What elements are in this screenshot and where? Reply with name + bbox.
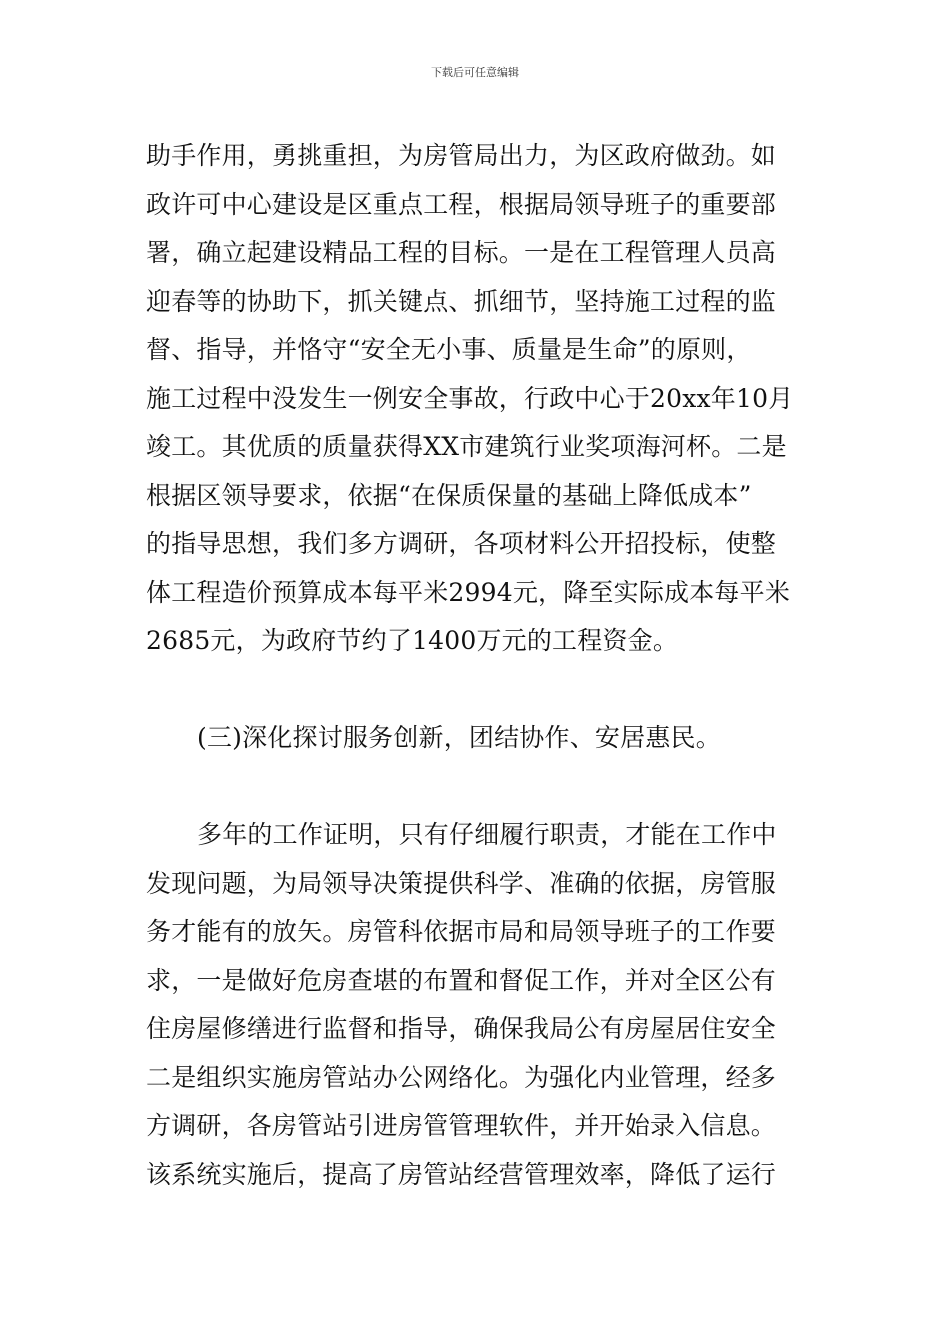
text-line: 该系统实施后，提高了房管站经营管理效率，降低了运行 bbox=[146, 1159, 777, 1189]
text-line: 二是组织实施房管站办公网络化。为强化内业管理，经多 bbox=[146, 1062, 777, 1092]
text-line: 求，一是做好危房查堪的布置和督促工作，并对全区公有 bbox=[146, 965, 777, 995]
text-line: 迎春等的协助下，抓关键点、抓细节，坚持施工过程的监 bbox=[146, 286, 777, 316]
text-line: 体工程造价预算成本每平米2994元，降至实际成本每平米 bbox=[146, 577, 791, 607]
text-line: 助手作用，勇挑重担，为房管局出力，为区政府做劲。如 bbox=[146, 141, 777, 170]
document-body bbox=[146, 132, 808, 1199]
text-line: 根据区领导要求，依据“在保质保量的基础上降低成本” bbox=[146, 480, 752, 510]
paragraph-2 bbox=[146, 811, 808, 1199]
text-line: 督、指导，并恪守“安全无小事、质量是生命”的原则， bbox=[146, 335, 752, 364]
text-line: 的指导思想，我们多方调研，各项材料公开招投标，使整 bbox=[146, 529, 777, 558]
text-line: 务才能有的放矢。房管科依据市局和局领导班子的工作要 bbox=[146, 917, 777, 946]
text-line: 政许可中心建设是区重点工程，根据局领导班子的重要部 bbox=[146, 189, 777, 219]
section-heading: (三)深化探讨服务创新，团结协作、安居惠民。 bbox=[197, 723, 721, 752]
paragraph-spacer bbox=[146, 666, 808, 715]
page-header-note: 下载后可任意编辑 bbox=[431, 66, 519, 79]
text-line: 方调研，各房管站引进房管管理软件，并开始录入信息。 bbox=[146, 1111, 777, 1140]
paragraph-1 bbox=[146, 132, 808, 666]
text-line: 署，确立起建设精品工程的目标。一是在工程管理人员高 bbox=[146, 238, 777, 267]
text-line: 多年的工作证明，只有仔细履行职责，才能在工作中 bbox=[197, 820, 777, 849]
text-line: 2685元，为政府节约了1400万元的工程资金。 bbox=[146, 626, 679, 655]
paragraph-spacer bbox=[146, 763, 808, 812]
text-line: 住房屋修缮进行监督和指导，确保我局公有房屋居住安全 bbox=[146, 1014, 777, 1043]
text-line: 竣工。其优质的质量获得XX市建筑行业奖项海河杯。二是 bbox=[146, 432, 787, 461]
text-line: 施工过程中没发生一例安全事故，行政中心于20xx年10月 bbox=[146, 383, 794, 413]
text-line: 发现问题，为局领导决策提供科学、准确的依据，房管服 bbox=[146, 868, 777, 898]
